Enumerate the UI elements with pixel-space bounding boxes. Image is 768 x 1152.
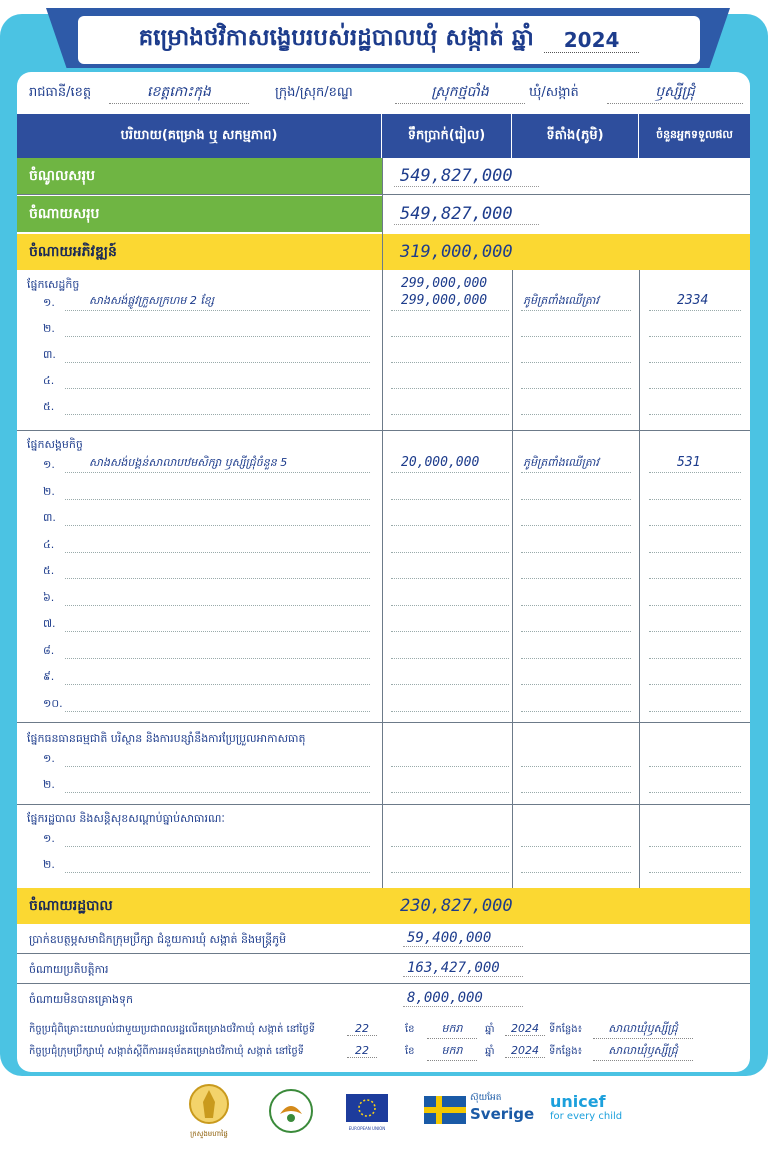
total-income-amount: 549,827,000: [394, 166, 539, 187]
dotted-line: [65, 766, 370, 767]
economic-title: ផ្នែកសេដ្ឋកិច្ច: [27, 278, 80, 291]
row-number: ២.: [43, 858, 55, 871]
dotted-line: [649, 631, 741, 632]
unicef-tagline: for every child: [550, 1111, 623, 1122]
sweden-kh: ស៊ុយអែត: [470, 1093, 502, 1103]
sweden-name: Sverige: [470, 1105, 535, 1123]
total-expense-row: [17, 196, 750, 232]
row-number: ៤.: [43, 537, 55, 551]
dotted-line: [391, 872, 509, 873]
dotted-line: [65, 846, 370, 847]
dotted-line: [391, 766, 509, 767]
dotted-line: [521, 872, 631, 873]
row-number: ៤.: [43, 374, 55, 387]
dotted-line: [521, 792, 631, 793]
dotted-line: [649, 499, 741, 500]
meeting-place: សាលាឃុំឫស្សីជ្រុំ: [593, 1022, 693, 1039]
dotted-line: [65, 684, 370, 685]
ministry-emblem-icon: [189, 1084, 229, 1126]
header-beneficiaries: ចំនួនអ្នកទទួលផល: [656, 128, 733, 141]
dotted-line: [649, 336, 741, 337]
dotted-line: [521, 525, 631, 526]
row-number: ៦.: [43, 590, 55, 604]
dotted-line: [649, 846, 741, 847]
row-number: ១.: [43, 752, 55, 765]
dotted-line: [521, 711, 631, 712]
total-income-row: [17, 158, 750, 194]
dotted-line: [65, 552, 370, 553]
admin-security-title: ផ្នែករដ្ឋបាល និងសន្តិសុខសណ្តាប់ធ្នាប់សាធារណៈ: [27, 812, 225, 825]
economic-subtotal: 299,000,000: [401, 276, 488, 291]
social-title: ផ្នែកសង្គមកិច្ច: [27, 438, 83, 451]
dotted-line: [521, 658, 631, 659]
dotted-line: [649, 872, 741, 873]
dotted-line: [649, 525, 741, 526]
dotted-line: [65, 872, 370, 873]
meeting-place: សាលាឃុំឫស្សីជ្រុំ: [593, 1044, 693, 1061]
admin-row-amount: 59,400,000: [403, 930, 523, 947]
project-description: សាងសង់បង្គន់សាលាបឋមសិក្សា ឫស្សីជ្រុំចំនួន 5: [89, 456, 288, 469]
dotted-line: [65, 414, 370, 415]
dotted-line: [649, 684, 741, 685]
commune-label: ឃុំ/សង្កាត់: [529, 85, 579, 100]
dotted-line: [649, 766, 741, 767]
dotted-line: [65, 792, 370, 793]
sweden-text: [470, 1092, 534, 1123]
dotted-line: [391, 472, 509, 473]
row-number: ៩.: [43, 670, 55, 683]
admin-row: [17, 984, 750, 1014]
header-description: បរិយាយ(គម្រោង ឬ សកម្មភាព): [17, 114, 382, 158]
project-village: ភូមិត្រពាំងឈើត្រាវ: [523, 294, 599, 307]
row-number: ២.: [43, 484, 55, 498]
ncdd-logo: [268, 1088, 314, 1138]
meeting-day: 22: [347, 1044, 377, 1058]
administration-row: [17, 888, 750, 924]
dotted-line: [649, 472, 741, 473]
dotted-line: [65, 472, 370, 473]
dotted-line: [521, 766, 631, 767]
dotted-line: [391, 552, 509, 553]
dotted-line: [521, 388, 631, 389]
province-label: រាជធានី/ខេត្ត: [29, 85, 92, 100]
meeting-day: 22: [347, 1022, 377, 1036]
column-line: [512, 270, 513, 888]
dotted-line: [391, 525, 509, 526]
meeting-year-label: ឆ្នាំ: [485, 1024, 495, 1035]
meeting-month-label: ខែ: [405, 1046, 415, 1057]
dotted-line: [649, 310, 741, 311]
dotted-line: [65, 336, 370, 337]
footer-logos: [0, 1080, 768, 1152]
development-row: [17, 234, 750, 270]
admin-row-label: ប្រាក់ឧបត្ថម្ភសមាជិកក្រុមប្រឹក្សា ជំនួយការឃុំ សង្កាត់ និងមន្រ្តីភូមិ: [29, 933, 287, 946]
dotted-line: [521, 846, 631, 847]
dotted-line: [391, 310, 509, 311]
divider: [17, 804, 750, 805]
meeting-month: មករា: [427, 1022, 477, 1039]
admin-row-amount: 8,000,000: [403, 990, 523, 1007]
dotted-line: [65, 525, 370, 526]
row-number: ២.: [43, 322, 55, 335]
row-number: ៨.: [43, 643, 55, 657]
column-line: [382, 158, 383, 888]
dotted-line: [65, 578, 370, 579]
dotted-line: [649, 658, 741, 659]
meeting-place-label: ទីកន្លែង៖: [549, 1024, 582, 1035]
dotted-line: [521, 552, 631, 553]
total-expense-amount: 549,827,000: [394, 204, 539, 225]
ministry-logo: [186, 1084, 232, 1144]
dotted-line: [521, 472, 631, 473]
divider: [17, 430, 750, 431]
budget-card: [17, 72, 750, 1072]
province-value: ខេត្តកោះកុង: [109, 82, 249, 104]
title-year: 2024: [544, 28, 640, 53]
row-number: ១.: [43, 832, 55, 845]
dotted-line: [65, 499, 370, 500]
meeting-year-label: ឆ្នាំ: [485, 1046, 495, 1057]
dotted-line: [65, 631, 370, 632]
eu-logo: [346, 1094, 388, 1131]
administration-label: ចំណាយរដ្ឋបាល: [29, 897, 113, 914]
project-description: សាងសង់ផ្លូវក្រួសក្រហម 2 ខ្សែ: [89, 294, 215, 307]
dotted-line: [65, 362, 370, 363]
district-value: ស្រុកថ្មបាំង: [395, 82, 525, 104]
dotted-line: [649, 362, 741, 363]
dotted-line: [521, 605, 631, 606]
total-expense-label: ចំណាយសរុប: [17, 196, 382, 232]
project-beneficiaries: 531: [677, 455, 701, 470]
admin-row: [17, 954, 750, 984]
row-number: ១.: [43, 296, 55, 309]
dotted-line: [649, 414, 741, 415]
dotted-line: [391, 658, 509, 659]
dotted-line: [521, 414, 631, 415]
meeting-month: មករា: [427, 1044, 477, 1061]
dotted-line: [521, 310, 631, 311]
page-title: [78, 16, 700, 64]
meeting-text: កិច្ចប្រជុំក្រុមប្រឹក្សាឃុំ សង្កាត់ស្តីពីការអនុម័តគម្រោងថវិកាឃុំ សង្កាត់ នៅថ្ងៃទី: [29, 1046, 305, 1057]
dotted-line: [391, 578, 509, 579]
admin-row-amount: 163,427,000: [403, 960, 523, 977]
meeting-text: កិច្ចប្រជុំពិគ្រោះយោបល់ជាមួយប្រជាពលរដ្ឋលើគម្រោងថវិកាឃុំ សង្កាត់ នៅថ្ងៃទី: [29, 1024, 316, 1035]
unicef-logo: [550, 1092, 622, 1122]
dotted-line: [391, 499, 509, 500]
divider: [17, 722, 750, 723]
commune-value: ឫស្សីជ្រុំ: [607, 82, 743, 104]
development-amount: 319,000,000: [400, 242, 513, 262]
dotted-line: [649, 388, 741, 389]
bird-emblem-icon: [268, 1088, 314, 1134]
row-number: ១.: [43, 458, 55, 471]
eu-flag-icon: [346, 1094, 388, 1122]
dotted-line: [521, 336, 631, 337]
row-number: ២.: [43, 778, 55, 791]
dotted-line: [391, 846, 509, 847]
meeting-year: 2024: [505, 1022, 545, 1036]
row-number: ៣.: [43, 511, 56, 524]
dotted-line: [521, 684, 631, 685]
dotted-line: [391, 631, 509, 632]
admin-row-label: ចំណាយមិនបានគ្រោងទុក: [29, 993, 133, 1006]
dotted-line: [391, 336, 509, 337]
project-village: ភូមិត្រពាំងឈើត្រាវ: [523, 456, 599, 469]
development-label: ចំណាយអភិវឌ្ឍន៍: [29, 243, 117, 260]
dotted-line: [521, 499, 631, 500]
dotted-line: [391, 605, 509, 606]
dotted-line: [391, 792, 509, 793]
project-amount: 299,000,000: [401, 293, 488, 308]
header-amount: ទឹកប្រាក់(រៀល): [382, 114, 512, 158]
unicef-name: unicef: [550, 1092, 606, 1111]
admin-row: [17, 924, 750, 954]
dotted-line: [391, 414, 509, 415]
dotted-line: [65, 310, 370, 311]
dotted-line: [391, 684, 509, 685]
dotted-line: [65, 658, 370, 659]
meeting-month-label: ខែ: [405, 1024, 415, 1035]
row-number: ៥.: [43, 564, 55, 577]
dotted-line: [649, 792, 741, 793]
dotted-line: [391, 388, 509, 389]
natural-title: ផ្នែកធនធានធម្មជាតិ បរិស្ថាន និងការបន្សាំនឹងការប្រែប្រួលអាកាសធាតុ: [27, 732, 306, 745]
sweden-logo: [424, 1096, 466, 1128]
project-amount: 20,000,000: [401, 455, 480, 470]
dotted-line: [391, 711, 509, 712]
meeting-place-label: ទីកន្លែង៖: [549, 1046, 582, 1057]
dotted-line: [649, 711, 741, 712]
row-number: ៣.: [43, 348, 56, 361]
table-header: [17, 114, 750, 158]
district-label: ក្រុង/ស្រុក/ខណ្ឌ: [275, 85, 353, 100]
dotted-line: [521, 362, 631, 363]
header-location: ទីតាំង(ភូមិ): [512, 114, 639, 158]
eu-label: EUROPEAN UNION: [348, 1126, 386, 1131]
total-income-label: ចំណូលសរុប: [17, 158, 382, 194]
row-number: ៧.: [43, 617, 56, 630]
dotted-line: [65, 388, 370, 389]
row-number: ១០.: [43, 696, 63, 710]
dotted-line: [391, 362, 509, 363]
meeting-box: [17, 1014, 750, 1068]
dotted-line: [65, 711, 370, 712]
sweden-flag-icon: [424, 1096, 466, 1124]
project-beneficiaries: 2334: [677, 293, 709, 308]
dotted-line: [649, 552, 741, 553]
dotted-line: [521, 578, 631, 579]
location-row: [17, 72, 750, 114]
row-number: ៥.: [43, 400, 55, 413]
ministry-name: ក្រសួងមហាផ្ទៃ: [190, 1130, 228, 1138]
admin-row-label: ចំណាយប្រតិបត្តិការ: [29, 963, 109, 976]
dotted-line: [649, 605, 741, 606]
divider: [17, 194, 750, 195]
meeting-year: 2024: [505, 1044, 545, 1058]
dotted-line: [649, 578, 741, 579]
dotted-line: [521, 631, 631, 632]
dotted-line: [65, 605, 370, 606]
administration-amount: 230,827,000: [400, 896, 513, 916]
title-text: គម្រោងថវិកាសង្ខេបរបស់រដ្ឋបាលឃុំ សង្កាត់ ឆ្នាំ: [138, 24, 534, 51]
column-line: [639, 270, 640, 888]
